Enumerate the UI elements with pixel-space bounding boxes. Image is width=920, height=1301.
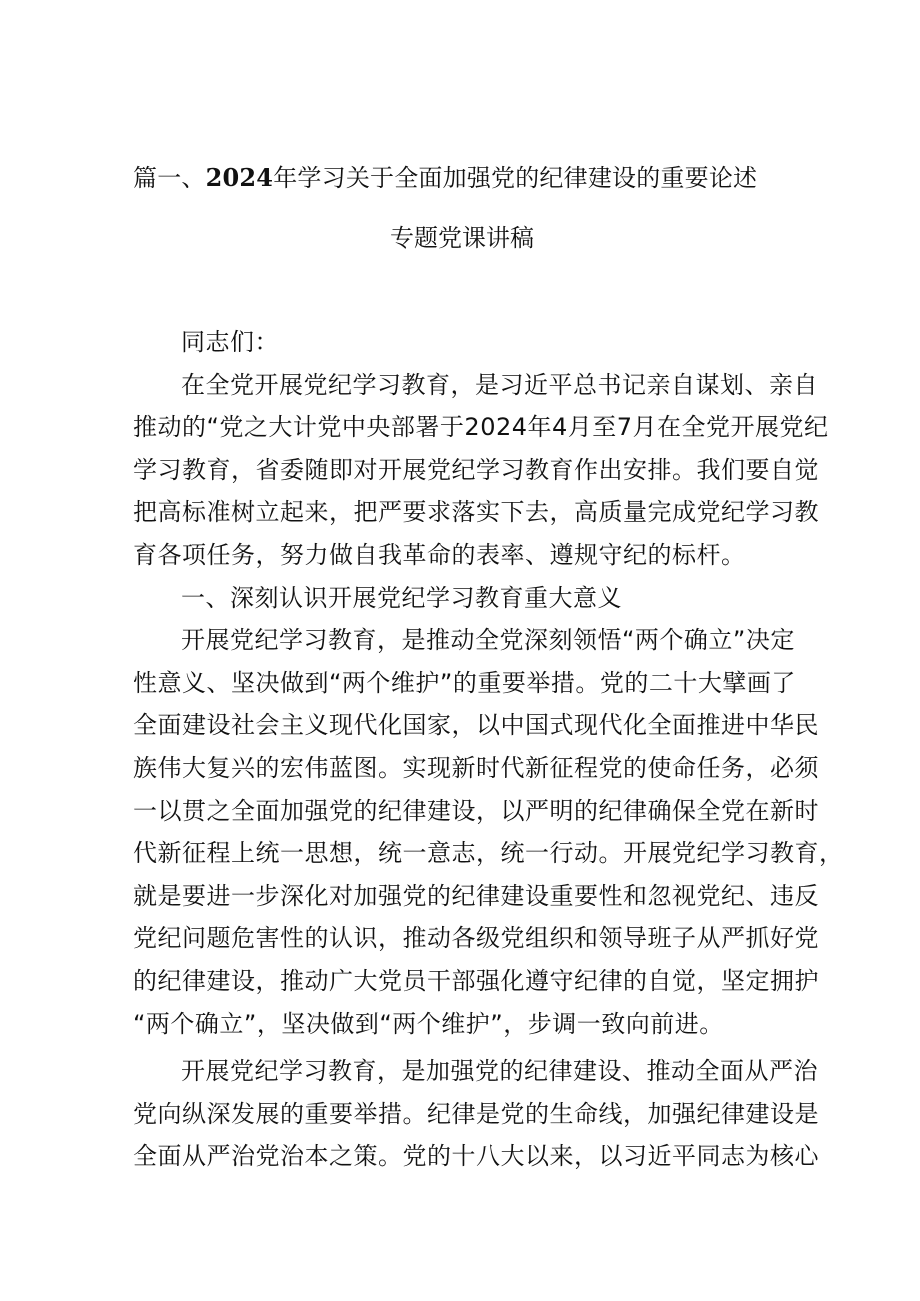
text-line: 性意义、坚决做到“两个维护”的重要举措。党的二十大擘画了 [133, 668, 796, 697]
text-line: 把高标准树立起来，把严要求落实下去，高质量完成党纪学习教 [133, 498, 819, 527]
text-line: 推动的“党之大计党中央部署于2024年4月至7月在全党开展党纪 [133, 413, 829, 442]
title-prefix: 篇一、 [133, 164, 206, 192]
paragraph-2 [133, 619, 844, 1045]
text-line: 代新征程上统一思想，统一意志，统一行动。开展党纪学习教育， [133, 839, 844, 868]
text-line: 开展党纪学习教育，是推动全党深刻领悟“两个确立”决定 [181, 626, 795, 655]
text-line: 全面建设社会主义现代化国家，以中国式现代化全面推进中华民 [133, 711, 819, 740]
document-body [133, 321, 844, 1178]
salutation: 同志们： [181, 328, 279, 356]
section-heading-1 [133, 577, 798, 620]
text-line: 一以贯之全面加强党的纪律建设，以严明的纪律确保全党在新时 [133, 796, 819, 825]
text-line: 的纪律建设，推动广大党员干部强化遵守纪律的自觉，坚定拥护 [133, 966, 819, 995]
text-line: “两个确立”，坚决做到“两个维护”，步调一致向前进。 [133, 1009, 724, 1038]
text-line: 在全党开展党纪学习教育，是习近平总书记亲自谋划、亲自 [181, 370, 818, 399]
text-line: 一、深刻认识开展党纪学习教育重大意义 [181, 583, 622, 612]
title-year: 2024 [205, 163, 274, 192]
text-line: 族伟大复兴的宏伟蓝图。实现新时代新征程党的使命任务，必须 [133, 753, 819, 782]
document-title-line-2: 专题党课讲稿 [390, 224, 534, 252]
paragraph-1 [133, 364, 829, 577]
text-line: 党向纵深发展的重要举措。纪律是党的生命线，加强纪律建设是 [133, 1099, 819, 1128]
text-line: 育各项任务，努力做自我革命的表率、遵规守纪的标杆。 [133, 540, 746, 569]
text-line: 开展党纪学习教育，是加强党的纪律建设、推动全面从严治 [181, 1057, 818, 1086]
title-rest: 年学习关于全面加强党的纪律建设的重要论述 [273, 164, 758, 192]
text-line: 党纪问题危害性的认识，推动各级党组织和领导班子从严抓好党 [133, 924, 819, 953]
text-line: 学习教育，省委随即对开展党纪学习教育作出安排。我们要自觉 [133, 455, 819, 484]
document-title-line-1 [133, 161, 833, 195]
text-line: 就是要进一步深化对加强党的纪律建设重要性和忽视党纪、违反 [133, 881, 819, 910]
text-line: 全面从严治党治本之策。党的十八大以来，以习近平同志为核心 [133, 1142, 819, 1171]
paragraph-3 [133, 1050, 819, 1178]
